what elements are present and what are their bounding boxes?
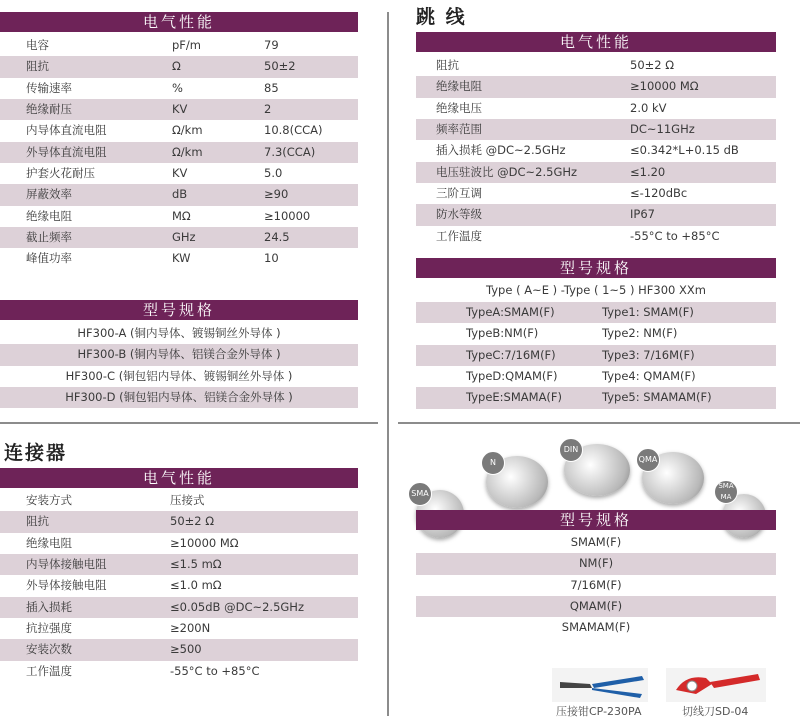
cable-spec-header: 电气性能 <box>0 12 358 32</box>
table-row <box>0 344 358 365</box>
table-row <box>416 140 776 161</box>
table-row <box>416 76 776 97</box>
table-cell: 2.0 kV <box>630 100 667 115</box>
sma-label: SMA <box>408 482 432 506</box>
table-cell: Ω <box>172 59 181 74</box>
cable-models-header: 型号规格 <box>0 300 358 320</box>
table-cell: SMAMAM(F) <box>561 620 631 635</box>
table-cell: KV <box>172 101 188 116</box>
table-cell: ≥500 <box>170 642 202 657</box>
table-cell: ≤-120dBc <box>630 185 688 200</box>
table-row <box>416 596 776 617</box>
table-cell: 50±2 Ω <box>170 514 215 529</box>
table-cell: KV <box>172 165 188 180</box>
table-cell: 5.0 <box>264 165 283 180</box>
table-cell: pF/m <box>172 38 201 52</box>
table-cell: QMAM(F) <box>569 598 623 613</box>
table-cell: DC~11GHz <box>630 121 695 136</box>
table-row <box>416 119 776 140</box>
table-row <box>416 98 776 119</box>
cable-models-table <box>0 323 358 408</box>
connector-model-header: 型号规格 <box>416 510 776 530</box>
table-cell: Type1: SMAM(F) <box>602 305 694 319</box>
jumper-spec-header: 电气性能 <box>416 32 776 52</box>
table-cell: TypeC:7/16M(F) <box>466 347 556 362</box>
cable-cutter-image <box>666 668 766 702</box>
table-row <box>0 511 358 532</box>
table-row <box>416 55 776 76</box>
table-cell: 7.3(CCA) <box>264 144 316 159</box>
table-cell: TypeD:QMAM(F) <box>466 368 558 383</box>
table-cell: 7/16M(F) <box>570 577 622 592</box>
table-cell: ≥10000 <box>264 208 311 223</box>
table-row <box>0 248 358 269</box>
table-cell: Ω/km <box>172 144 203 159</box>
crimping-tool-image <box>552 668 648 702</box>
table-cell: HF300-B (铜内导体、铝镁合金外导体 ) <box>77 347 281 362</box>
table-row <box>0 99 358 120</box>
table-cell: 绝缘电阻 <box>436 79 482 94</box>
table-cell: % <box>172 80 183 95</box>
table-row <box>416 204 776 225</box>
table-cell: 50±2 Ω <box>630 58 675 72</box>
table-cell: -55°C to +85°C <box>170 663 260 678</box>
table-row <box>0 78 358 99</box>
jumper-model-header: 型号规格 <box>416 258 776 278</box>
table-cell: 绝缘耐压 <box>26 101 72 116</box>
table-row <box>0 490 358 511</box>
connector-spec-header: 电气性能 <box>0 468 358 488</box>
table-cell: 内导体接触电阻 <box>26 556 107 571</box>
table-cell: Ω/km <box>172 123 203 138</box>
table-row <box>416 575 776 596</box>
table-cell: HF300-A (铜内导体、镀锡铜丝外导体 ) <box>77 326 281 340</box>
table-row <box>416 532 776 553</box>
table-row <box>416 226 776 247</box>
qma-label: QMA <box>636 448 660 472</box>
table-row <box>416 617 776 638</box>
jumper-title: 跳 线 <box>416 6 467 28</box>
horizontal-divider-left <box>0 422 378 424</box>
table-cell: ≥90 <box>264 187 289 202</box>
table-cell: 阻抗 <box>26 514 49 529</box>
table-row <box>0 597 358 618</box>
table-row <box>0 554 358 575</box>
table-row <box>416 366 776 387</box>
table-row <box>0 142 358 163</box>
table-row <box>416 162 776 183</box>
table-cell: -55°C to +85°C <box>630 228 720 243</box>
table-cell: TypeB:NM(F) <box>466 326 539 341</box>
jumper-model-title-row <box>416 280 776 301</box>
table-cell: 截止频率 <box>26 229 72 244</box>
table-cell: 外导体接触电阻 <box>26 578 107 593</box>
table-cell: 抗拉强度 <box>26 620 72 635</box>
table-cell: 85 <box>264 80 279 95</box>
table-cell: 安装方式 <box>26 493 72 507</box>
table-cell: MΩ <box>172 208 191 223</box>
table-cell: ≤1.0 mΩ <box>170 578 222 593</box>
horizontal-divider-right <box>398 422 800 424</box>
table-cell: 安装次数 <box>26 642 72 657</box>
table-cell: ≥200N <box>170 620 211 635</box>
table-row <box>416 553 776 574</box>
table-cell: 工作温度 <box>26 663 72 678</box>
crimping-tool-caption: 压接钳CP-230PA <box>556 705 642 718</box>
table-cell: IP67 <box>630 207 655 222</box>
jumper-model-title: Type ( A~E ) -Type ( 1~5 ) HF300 XXm <box>486 283 706 297</box>
table-cell: 内导体直流电阻 <box>26 123 107 138</box>
table-row <box>0 184 358 205</box>
table-cell: 10.8(CCA) <box>264 123 323 138</box>
table-cell: 绝缘电阻 <box>26 208 72 223</box>
table-cell: 10 <box>264 251 279 266</box>
jumper-model-table <box>416 302 776 409</box>
table-cell: TypeA:SMAM(F) <box>466 305 555 319</box>
table-cell: 屏蔽效率 <box>26 187 72 202</box>
din-label: DIN <box>559 438 583 462</box>
table-cell: 外导体直流电阻 <box>26 144 107 159</box>
vertical-divider <box>387 12 389 716</box>
table-cell: Type2: NM(F) <box>602 326 678 341</box>
table-row <box>0 575 358 596</box>
table-cell: dB <box>172 187 188 202</box>
table-row <box>0 661 358 682</box>
table-row <box>0 120 358 141</box>
table-cell: 24.5 <box>264 229 290 244</box>
table-cell: 峰值功率 <box>26 251 72 266</box>
table-cell: 阻抗 <box>436 58 459 72</box>
table-row <box>0 618 358 639</box>
table-cell: ≤0.342*L+0.15 dB <box>630 143 739 158</box>
table-cell: 绝缘电压 <box>436 100 482 115</box>
table-row <box>0 323 358 344</box>
table-row <box>0 533 358 554</box>
table-cell: 电压驻波比 @DC~2.5GHz <box>436 164 578 179</box>
connector-title: 连接器 <box>4 442 68 464</box>
table-cell: 插入损耗 <box>26 599 72 614</box>
sma-ma-label: SMA MA <box>714 480 738 504</box>
table-row <box>0 387 358 408</box>
table-cell: 护套火花耐压 <box>26 165 95 180</box>
table-cell: NM(F) <box>578 556 614 571</box>
jumper-spec-table <box>416 55 776 247</box>
table-cell: 79 <box>264 38 279 52</box>
table-row <box>0 227 358 248</box>
table-cell: HF300-D (铜包铝内导体、铝镁合金外导体 ) <box>65 389 293 404</box>
table-cell: 绝缘电阻 <box>26 535 72 550</box>
table-row <box>416 183 776 204</box>
table-cell: 防水等级 <box>436 207 482 222</box>
table-cell: 压接式 <box>170 493 205 507</box>
table-cell: ≤1.5 mΩ <box>170 556 222 571</box>
table-cell: 插入损耗 @DC~2.5GHz <box>436 143 566 158</box>
n-label: N <box>481 451 505 475</box>
table-cell: 阻抗 <box>26 59 49 74</box>
table-cell: GHz <box>172 229 196 244</box>
table-cell: ≤0.05dB @DC~2.5GHz <box>170 599 304 614</box>
table-cell: KW <box>172 251 191 266</box>
table-cell: ≥10000 MΩ <box>170 535 239 550</box>
table-cell: 频率范围 <box>436 121 482 136</box>
table-row <box>416 345 776 366</box>
cable-spec-table <box>0 35 358 270</box>
table-cell: 工作温度 <box>436 228 482 243</box>
connector-spec-table <box>0 490 358 682</box>
table-cell: ≥10000 MΩ <box>630 79 699 94</box>
table-cell: Type5: SMAMAM(F) <box>602 390 712 405</box>
table-row <box>0 56 358 77</box>
table-cell: HF300-C (铜包铝内导体、镀锡铜丝外导体 ) <box>65 368 293 383</box>
table-cell: TypeE:SMAMA(F) <box>466 390 563 405</box>
table-cell: 电容 <box>26 38 49 52</box>
table-row <box>0 639 358 660</box>
table-row <box>416 387 776 408</box>
table-row <box>0 163 358 184</box>
table-cell: 三阶互调 <box>436 185 482 200</box>
table-row <box>0 366 358 387</box>
table-row <box>0 206 358 227</box>
table-cell: 2 <box>264 101 272 116</box>
table-row <box>0 35 358 56</box>
table-cell: 传输速率 <box>26 80 72 95</box>
table-cell: 50±2 <box>264 59 296 74</box>
table-cell: Type4: QMAM(F) <box>602 368 696 383</box>
connector-model-table <box>416 532 776 639</box>
table-row <box>416 323 776 344</box>
table-cell: SMAM(F) <box>570 535 622 549</box>
table-cell: ≤1.20 <box>630 164 666 179</box>
cable-cutter-caption: 切线刀SD-04 <box>682 705 749 718</box>
table-cell: Type3: 7/16M(F) <box>602 347 695 362</box>
table-row <box>416 302 776 323</box>
